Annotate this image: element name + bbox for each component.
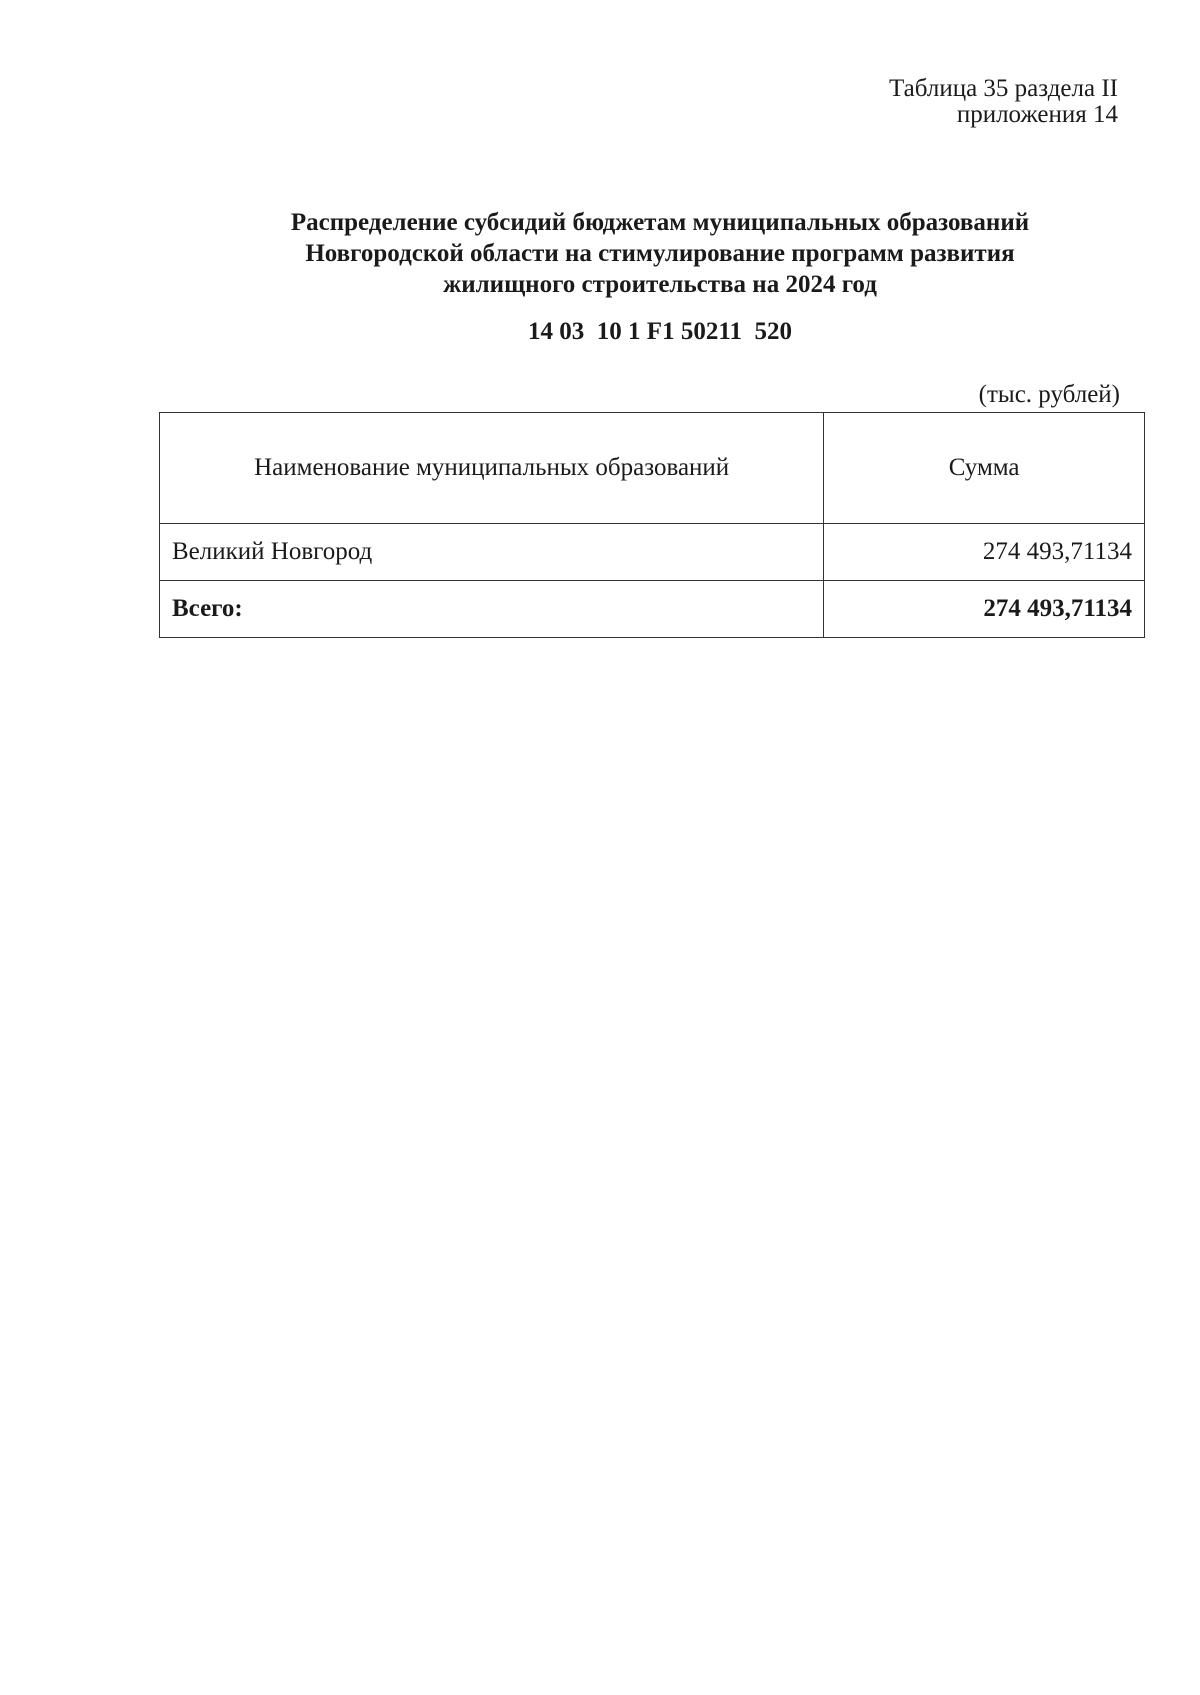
- row-municipality-name: Великий Новгород: [160, 524, 824, 581]
- reference-line-2: приложения 14: [956, 101, 1118, 128]
- header-municipality-name: Наименование муниципальных образований: [160, 413, 824, 524]
- title-line-1: Распределение субсидий бюджетам муниципальных образований: [290, 209, 1030, 236]
- title-line-2: Новгородской области на стимулирование программ развития: [305, 240, 1015, 267]
- budget-classification-code: 14 03 10 1 F1 50211 520: [528, 318, 792, 345]
- table-row: [160, 524, 1145, 581]
- document-title: [160, 207, 1160, 300]
- title-line-3: жилищного строительства на 2024 год: [443, 271, 877, 298]
- total-label: Всего:: [160, 581, 824, 638]
- reference-line-1: Таблица 35 раздела II: [889, 75, 1118, 102]
- header-sum: Сумма: [824, 413, 1145, 524]
- units-label: (тыс. рублей): [978, 381, 1120, 408]
- total-sum: 274 493,71134: [824, 581, 1145, 638]
- table-header-row: [160, 413, 1145, 524]
- table-total-row: [160, 581, 1145, 638]
- subsidy-table: [159, 412, 1145, 638]
- row-sum: 274 493,71134: [824, 524, 1145, 581]
- table-reference: [889, 76, 1118, 128]
